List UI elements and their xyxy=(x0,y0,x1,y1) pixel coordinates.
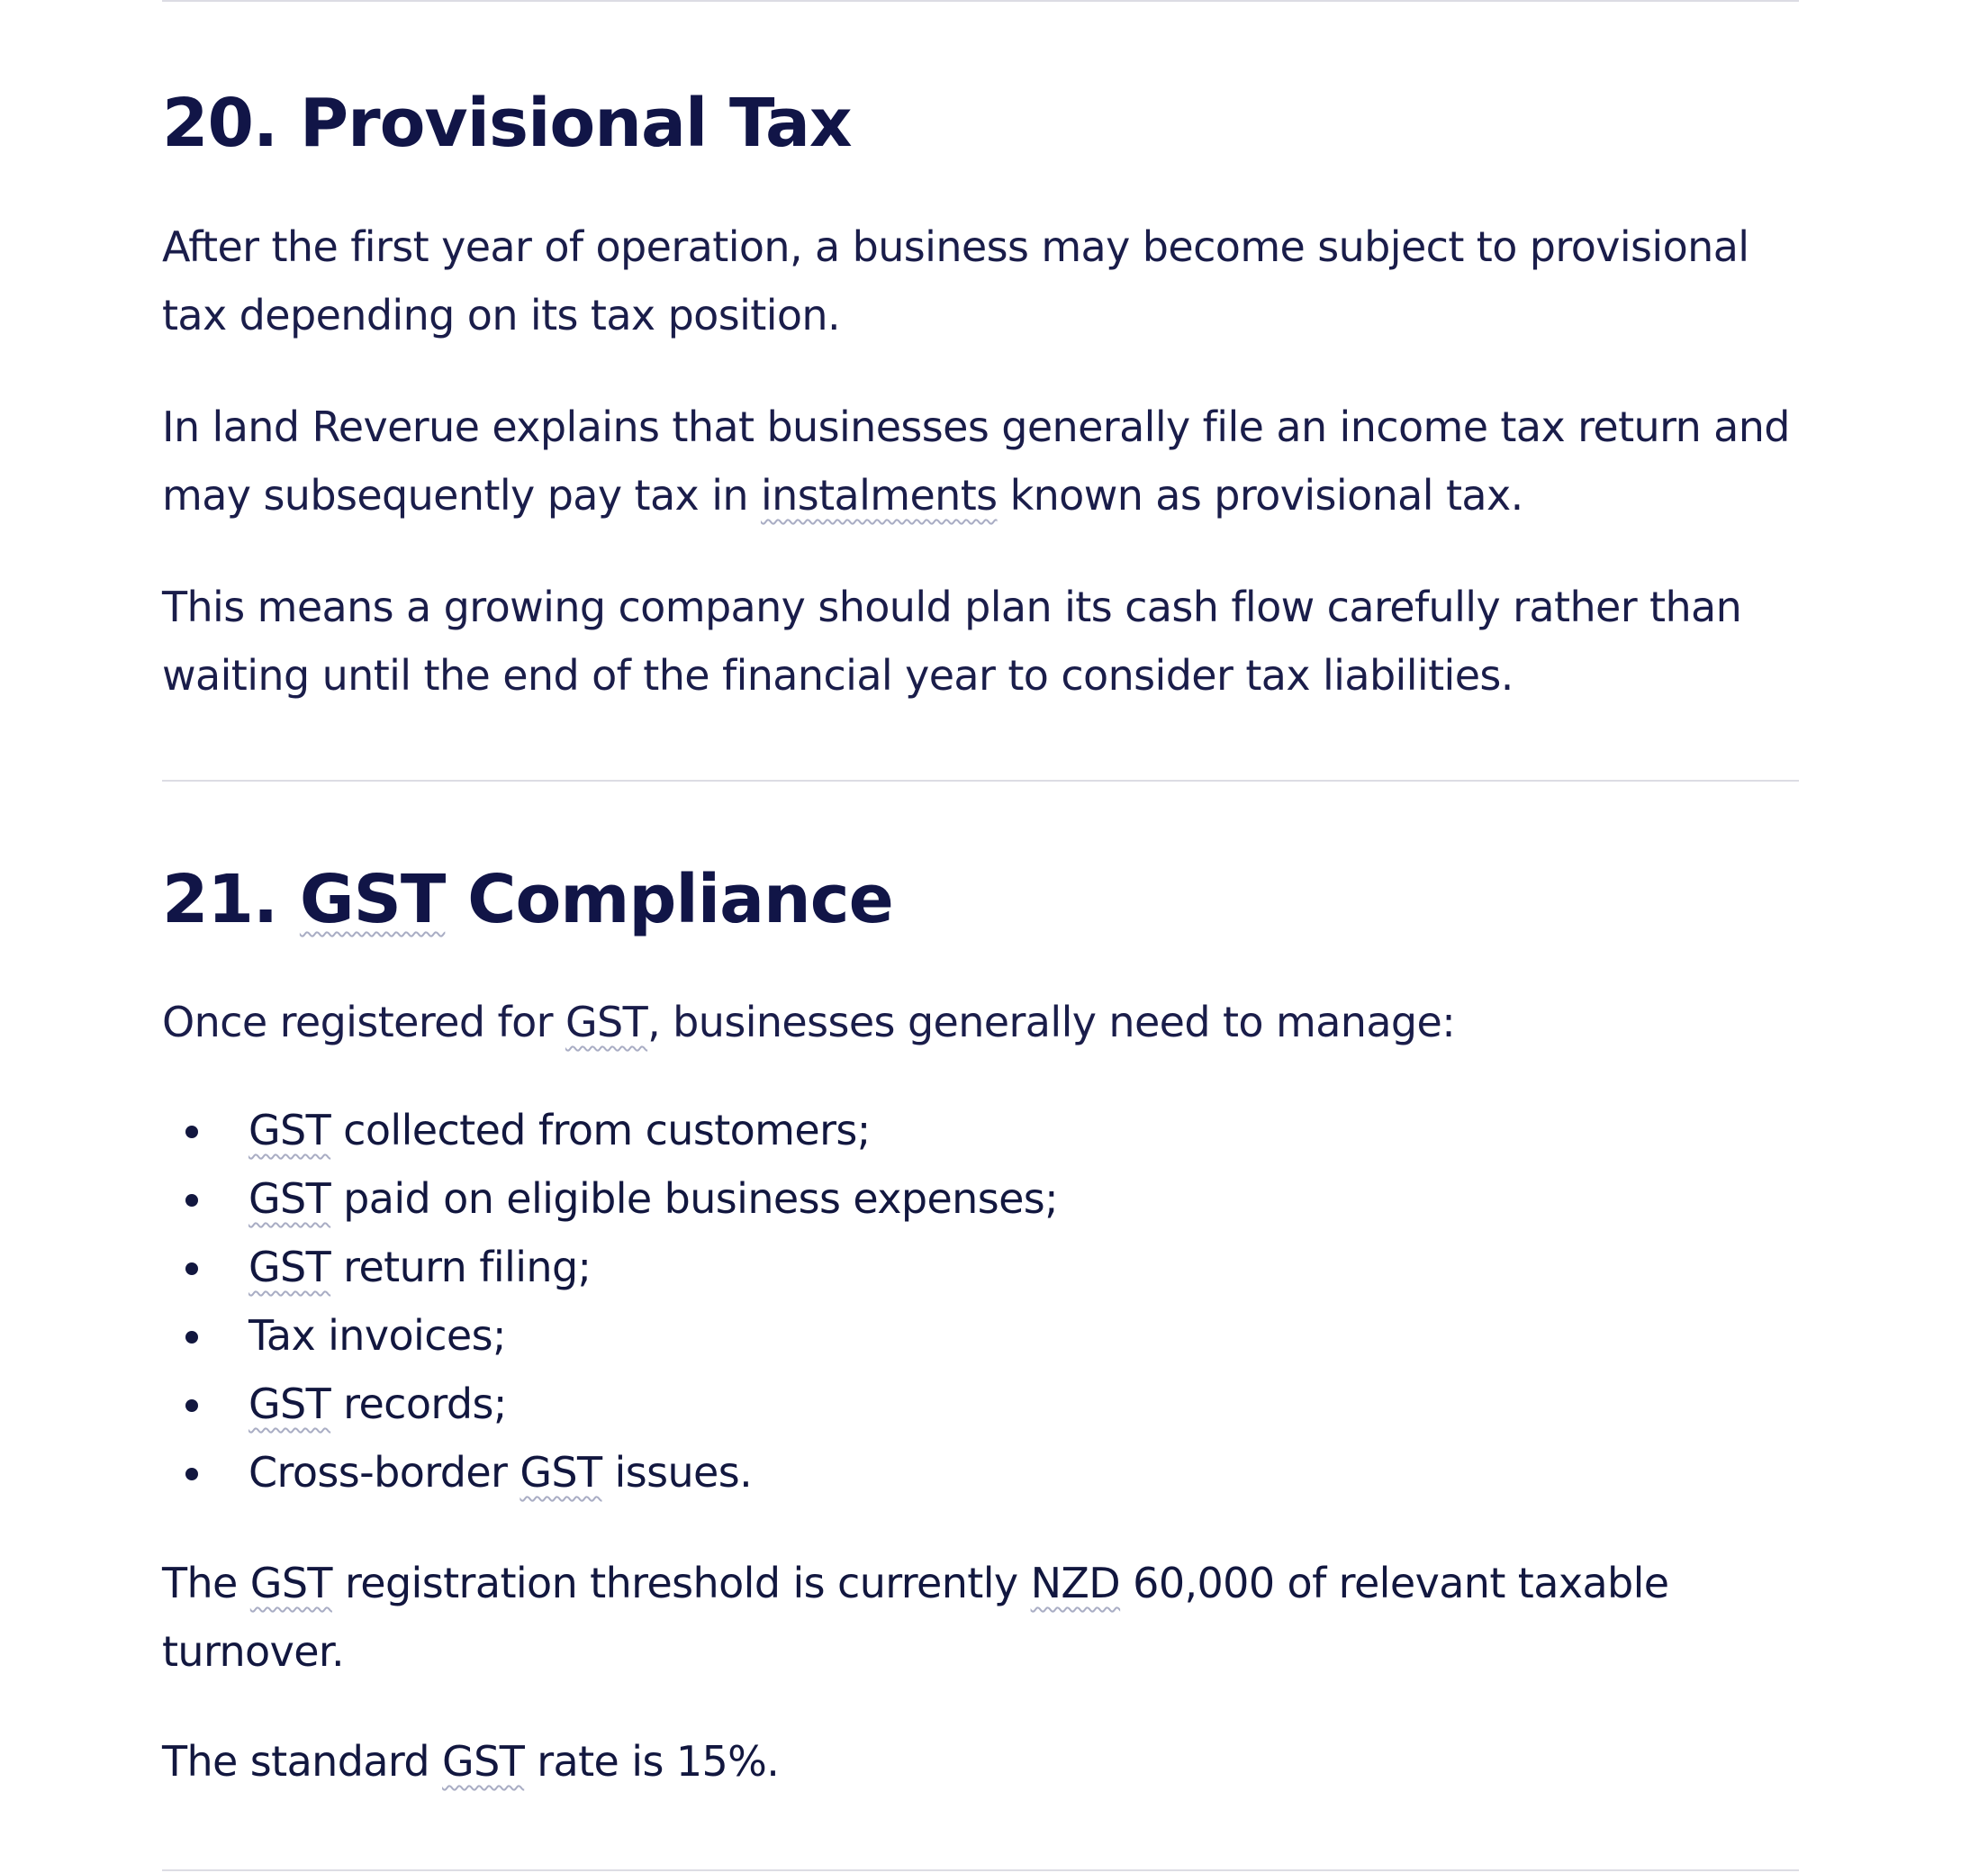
bullet-icon xyxy=(185,1468,198,1480)
section-20-paragraph-2: In land Reverue explains that businesses generally file an income tax return and may subsequently pay tax in instalments known as provisional tax. xyxy=(162,403,1790,520)
section-20-paragraph-3: This means a growing company should plan its cash flow carefully rather than waiting until the end of the financial year to consider tax liabilities. xyxy=(162,583,1742,700)
section-21-intro: Once registered for GST, businesses generally need to manage: xyxy=(162,998,1456,1046)
section-divider-top xyxy=(162,0,1799,2)
list-item xyxy=(162,1438,1058,1507)
section-divider-bottom xyxy=(162,1869,1799,1871)
list-item xyxy=(162,1370,1058,1438)
list-item xyxy=(162,1164,1058,1233)
list-item-text: Cross-border GST issues. xyxy=(248,1448,753,1497)
section-20-heading: 20. Provisional Tax xyxy=(162,85,852,162)
bullet-icon xyxy=(185,1331,198,1344)
list-item-text: GST return filing; xyxy=(248,1243,592,1291)
section-21-heading: 21. GST Compliance xyxy=(162,861,893,938)
list-item-text: GST collected from customers; xyxy=(248,1106,871,1154)
list-item xyxy=(162,1233,1058,1301)
list-item-text: GST records; xyxy=(248,1380,507,1428)
section-20-paragraph-1: After the first year of operation, a business may become subject to provisional tax depending on its tax position. xyxy=(162,222,1749,339)
gst-threshold-paragraph: The GST registration threshold is currently NZD 60,000 of relevant taxable turnover. xyxy=(162,1559,1669,1676)
list-item-text: GST paid on eligible business expenses; xyxy=(248,1174,1059,1223)
gst-obligations-list xyxy=(162,1096,1058,1507)
list-item xyxy=(162,1096,1058,1164)
bullet-icon xyxy=(185,1262,198,1275)
bullet-icon xyxy=(185,1126,198,1138)
bullet-icon xyxy=(185,1194,198,1207)
list-item xyxy=(162,1301,1058,1370)
gst-rate-paragraph: The standard GST rate is 15%. xyxy=(162,1737,780,1786)
bullet-icon xyxy=(185,1399,198,1412)
section-divider xyxy=(162,780,1799,782)
list-item-text: Tax invoices; xyxy=(248,1311,506,1360)
